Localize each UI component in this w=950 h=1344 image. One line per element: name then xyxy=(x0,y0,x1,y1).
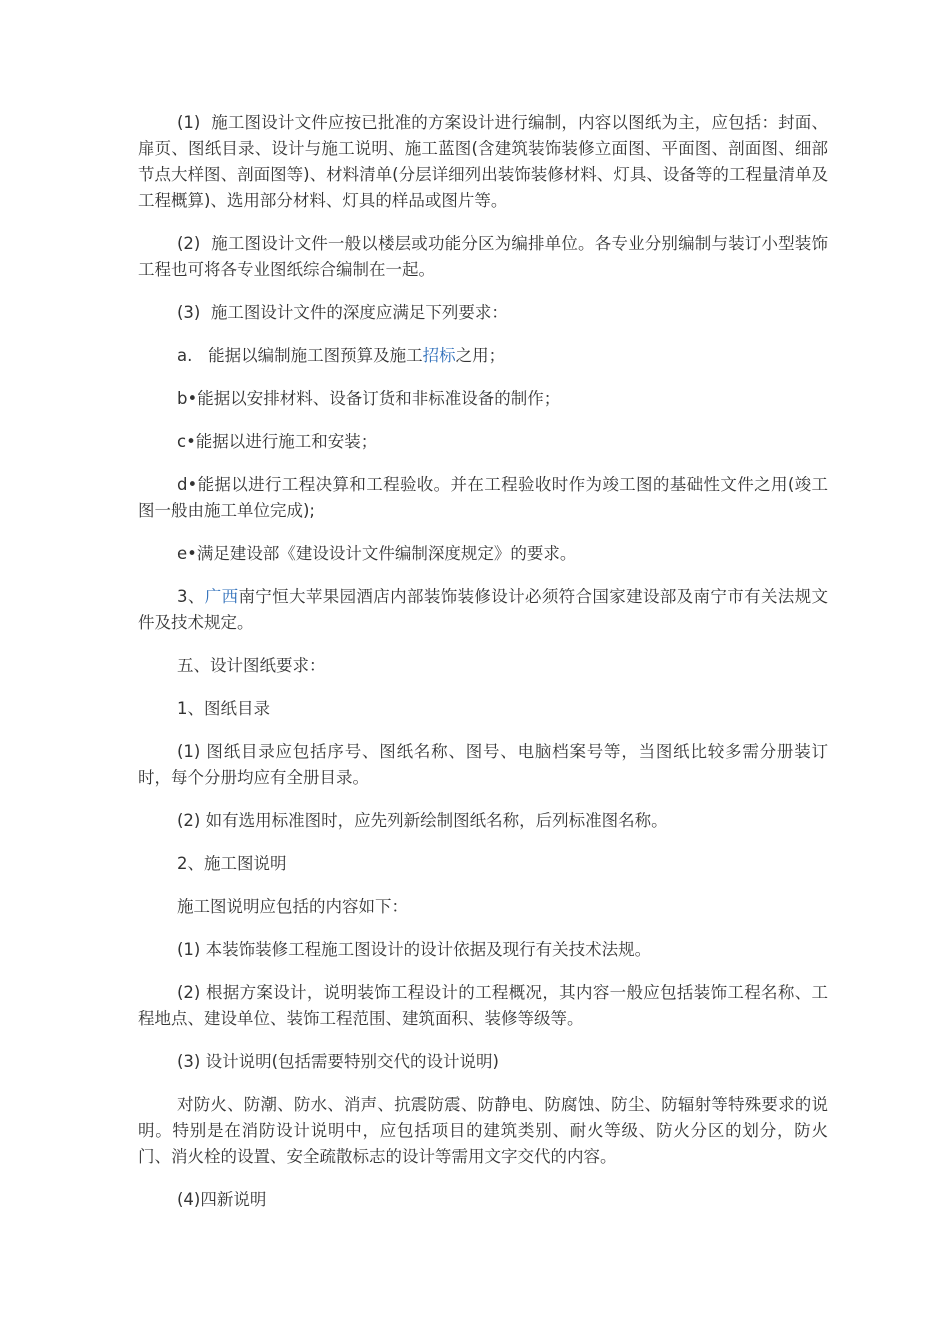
section-heading-design-drawings: 五、设计图纸要求： xyxy=(177,656,326,675)
paragraph-p15: 施工图说明应包括的内容如下： xyxy=(177,897,408,916)
link-guangxi[interactable]: 广西 xyxy=(204,587,239,606)
paragraph-p19: 对防火、防潮、防水、消声、抗震防震、防静电、防腐蚀、防尘、防辐射等特殊要求的说明。特别是在消防设计说明中，应包括项目的建筑类别、耐火等级、防火分区的划分，防火门、消火栓的设置、安全疏散标志的设计等需用文字交代的内容。 xyxy=(138,1095,828,1166)
link-zhaobiao[interactable]: 招标 xyxy=(422,346,456,365)
paragraph-p4-text-after: 之用； xyxy=(455,346,506,365)
paragraph-p12: (1) 图纸目录应包括序号、图纸名称、图号、电脑档案号等，当图纸比较多需分册装订时，每个分册均应有全册目录。 xyxy=(138,742,828,787)
paragraph-p7: d•能据以进行工程决算和工程验收。并在工程验收时作为竣工图的基础性文件之用(竣工图一般由施工单位完成); xyxy=(138,475,828,520)
paragraph-p16: (1) 本装饰装修工程施工图设计的设计依据及现行有关技术法规。 xyxy=(177,940,652,959)
paragraph-p4-text-before: a. 能据以编制施工图预算及施工 xyxy=(177,346,423,365)
paragraph-p13: (2) 如有选用标准图时，应先列新绘制图纸名称，后列标准图名称。 xyxy=(177,811,668,830)
paragraph-p20: (4)四新说明 xyxy=(177,1190,267,1209)
paragraph-p2: (2) 施工图设计文件一般以楼层或功能分区为编排单位。各专业分别编制与装订小型装饰工程也可将各专业图纸综合编制在一起。 xyxy=(138,234,828,279)
paragraph-p9 xyxy=(138,584,828,636)
paragraph-p1: (1) 施工图设计文件应按已批准的方案设计进行编制，内容以图纸为主，应包括：封面、扉页、图纸目录、设计与施工说明、施工蓝图(含建筑装饰装修立面图、平面图、剖面图、细部节点大样图、剖面图等)、材料清单(分层详细列出装饰装修材料、灯具、设备等的工程量清单及工程概算)、选用部分材料、灯具的样品或图片等。 xyxy=(138,113,828,210)
paragraph-p9-text-after: 南宁恒大苹果园酒店内部装饰装修设计必须符合国家建设部及南宁市有关法规文件及技术规定。 xyxy=(138,587,829,632)
paragraph-p3: (3) 施工图设计文件的深度应满足下列要求： xyxy=(177,303,508,322)
document-page xyxy=(138,110,828,1230)
paragraph-p6: c•能据以进行施工和安装； xyxy=(177,432,378,451)
paragraph-p5: b•能据以安排材料、设备订货和非标准设备的制作； xyxy=(177,389,561,408)
paragraph-p17: (2) 根据方案设计，说明装饰工程设计的工程概况，其内容一般应包括装饰工程名称、工程地点、建设单位、装饰工程范围、建筑面积、装修等级等。 xyxy=(138,983,828,1028)
subheading-construction-notes: 2、施工图说明 xyxy=(177,854,287,873)
paragraph-p9-text-before: 3、 xyxy=(177,587,205,606)
paragraph-p8: e•满足建设部《建设设计文件编制深度规定》的要求。 xyxy=(177,544,577,563)
paragraph-p18: (3) 设计说明(包括需要特别交代的设计说明) xyxy=(177,1052,499,1071)
subheading-drawing-index: 1、图纸目录 xyxy=(177,699,270,718)
paragraph-p4 xyxy=(138,343,828,369)
